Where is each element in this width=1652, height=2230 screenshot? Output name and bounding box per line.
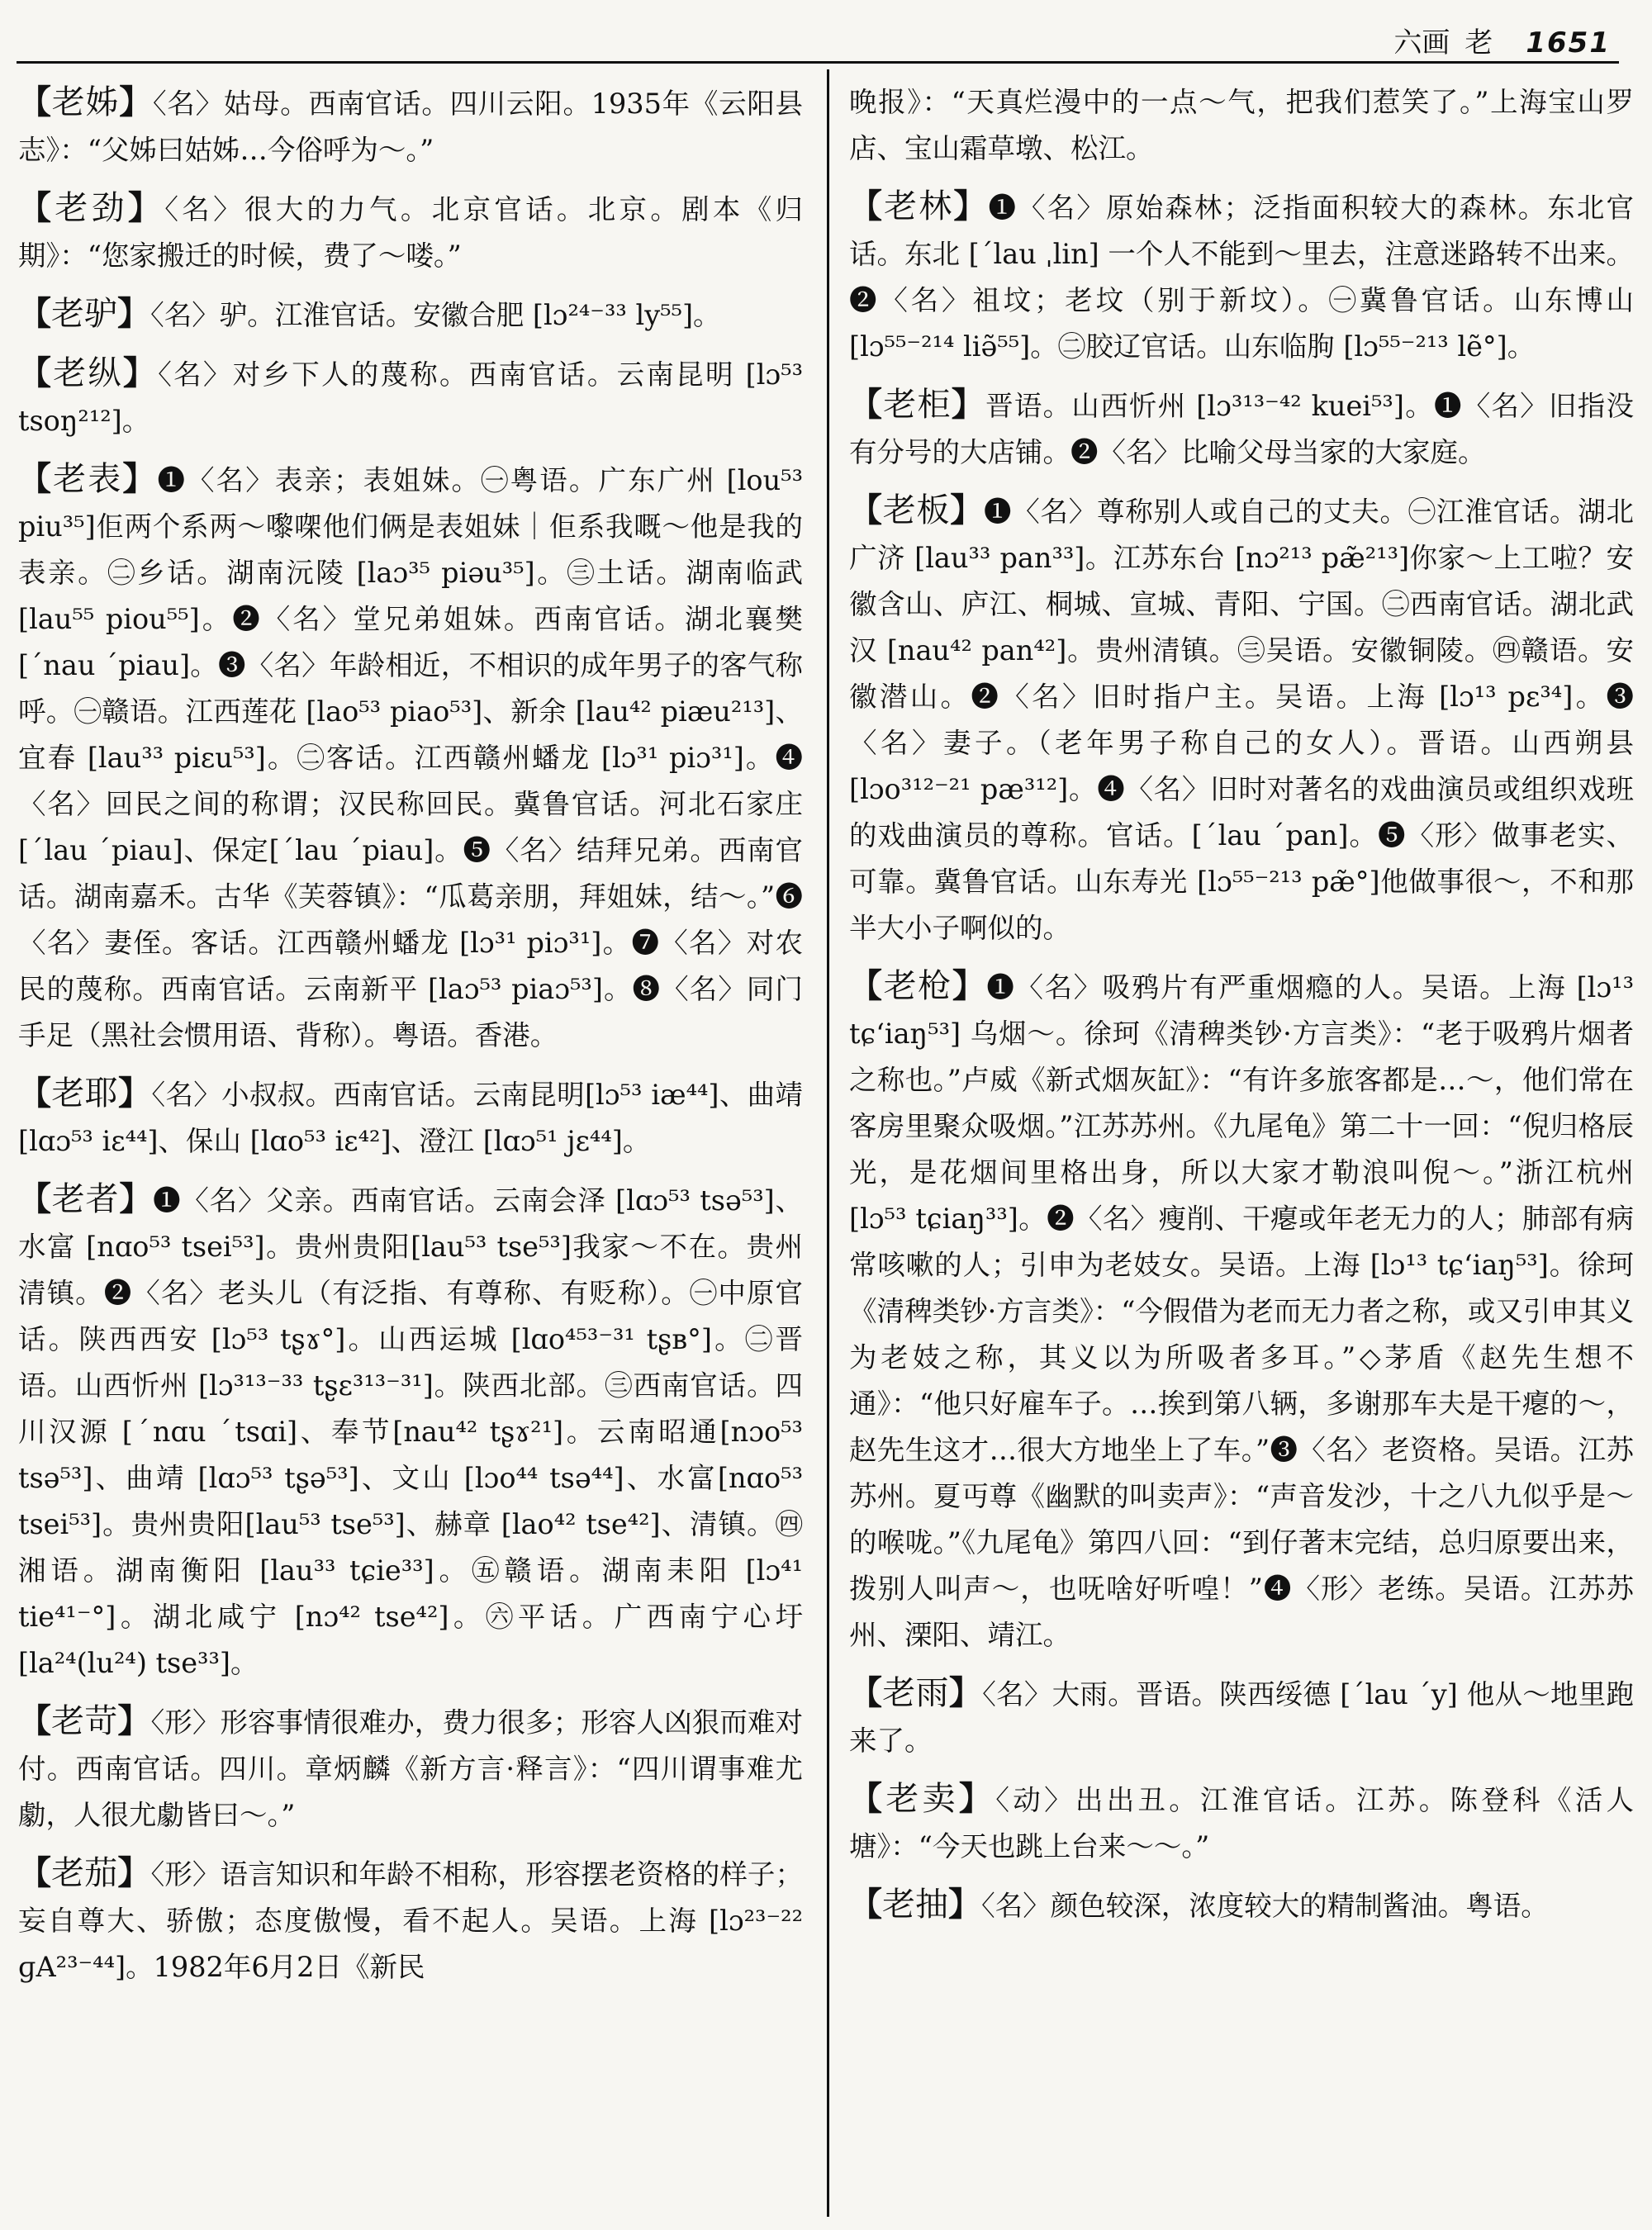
running-head bbox=[1393, 20, 1611, 60]
entry-headword: 【老抽】 bbox=[849, 1885, 981, 1924]
entry-definition: ❶〈名〉父亲。西南官话。云南会泽 [lɑɔ⁵³ tsə⁵³]、水富 [nɑo⁵³ tsei⁵³]。贵州贵阳[lau⁵³ tse⁵³]我家～不在。贵州清镇。❷〈名〉老头儿（有泛指、有尊称、有贬称）。㊀中原官话。陕西西安 [lɔ⁵³ tʂɤ°]。山西运城 [lɑo⁴⁵³⁻³¹ tʂʙ°]。㊁晋语。山西忻州 [lɔ³¹³⁻³³ tʂɛ³¹³⁻³¹]。陕西北部。㊂西南官话。四川汉源 [ˊnɑu ˊtsɑi]、奉节[nau⁴² tʂɤ²¹]。云南昭通[nɔo⁵³ tsə⁵³]、曲靖 [lɑɔ⁵³ tʂə⁵³]、文山 [lɔo⁴⁴ tsə⁴⁴]、水富[nɑo⁵³ tsei⁵³]。贵州贵阳[lau⁵³ tse⁵³]、赫章 [lao⁴² tse⁴²]、清镇。㊃湘语。湖南衡阳 [lau³³ tɕie³³]。㊄赣语。湖南耒阳 [lɔ⁴¹ tie⁴¹⁻°]。湖北咸宁 [nɔ⁴² tse⁴²]。㊅平话。广西南宁心圩 [la²⁴(lu²⁴) tse³³]。 bbox=[18, 1184, 803, 1679]
dictionary-entry bbox=[18, 1176, 803, 1687]
entry-headword: 【老枪】 bbox=[849, 966, 987, 1005]
entry-definition: 〈动〉出出丑。江淮官话。江苏。陈登科《活人塘》：“今天也跳上台来～～。” bbox=[849, 1784, 1635, 1862]
entry-headword: 【老纵】 bbox=[18, 353, 159, 392]
dictionary-entry bbox=[849, 382, 1634, 476]
left-column bbox=[18, 79, 803, 2002]
continued-text: 晚报》：“天真烂漫中的一点～气，把我们惹笑了。”上海宝山罗店、宝山霜草墩、松江。 bbox=[849, 86, 1634, 164]
entry-headword: 【老劲】 bbox=[18, 188, 165, 227]
dictionary-entry bbox=[849, 963, 1634, 1658]
dictionary-entry bbox=[849, 1776, 1634, 1870]
head-character: 老 bbox=[1464, 26, 1493, 59]
entry-headword: 【老卖】 bbox=[849, 1779, 996, 1818]
dictionary-entry bbox=[18, 291, 803, 339]
entry-headword: 【老茄】 bbox=[18, 1853, 151, 1892]
entry-definition: 〈形〉形容事情很难办，费力很多；形容人凶狠而难对付。西南官话。四川。章炳麟《新方言·释言》：“四川谓事难尤勮，人很尤勮皆曰～。” bbox=[18, 1706, 804, 1831]
dictionary-entry bbox=[18, 1070, 803, 1165]
entry-definition: 〈名〉小叔叔。西南官话。云南昆明[lɔ⁵³ iæ⁴⁴]、曲靖 [lɑɔ⁵³ iɛ⁴⁴]、保山 [lɑo⁵³ iɛ⁴²]、澄江 [lɑɔ⁵¹ jɛ⁴⁴]。 bbox=[18, 1079, 804, 1157]
entry-headword: 【老柜】 bbox=[849, 385, 986, 424]
dictionary-entry bbox=[18, 1850, 803, 1990]
entry-definition: ❶〈名〉尊称别人或自己的丈夫。㊀江淮官话。湖北广济 [lau³³ pan³³]。江苏东台 [nɔ²¹³ pæ̃²¹³]你家～上工啦？安徽含山、庐江、桐城、宣城、青阳、宁国。㊁西南官话。湖北武汉 [nau⁴² pan⁴²]。贵州清镇。㊂吴语。安徽铜陵。㊃赣语。安徽潜山。❷〈名〉旧时指户主。吴语。上海 [lɔ¹³ pɛ³⁴]。❸〈名〉妻子。（老年男子称自己的女人）。晋语。山西朔县 [lɔo³¹²⁻²¹ pæ³¹²]。❹〈名〉旧时对著名的戏曲演员或组织戏班的戏曲演员的尊称。官话。[ˊlau ˊpan]。❺〈形〉做事老实、可靠。冀鲁官话。山东寿光 [lɔ⁵⁵⁻²¹³ pæ̃°]他做事很～，不和那半大小子啊似的。 bbox=[849, 496, 1634, 944]
entry-definition: 〈名〉驴。江淮官话。安徽合肥 [lɔ²⁴⁻³³ ly⁵⁵]。 bbox=[150, 299, 721, 331]
entry-definition: 〈名〉姑母。西南官话。四川云阳。1935年《云阳县志》：“父姊曰姑姊…今俗呼为～。” bbox=[18, 88, 804, 166]
dictionary-entry bbox=[18, 1698, 803, 1839]
entry-definition: 〈名〉大雨。晋语。陕西绥德 [ˊlau ˊy] 他从～地里跑来了。 bbox=[849, 1678, 1635, 1757]
entry-definition: 〈形〉语言知识和年龄不相称，形容摆老资格的样子；妄自尊大、骄傲；态度傲慢，看不起人。吴语。上海 [lɔ²³⁻²² ɡA²³⁻⁴⁴]。1982年6月2日《新民 bbox=[18, 1858, 804, 1983]
section-label: 六画 bbox=[1393, 26, 1450, 59]
entry-headword: 【老姊】 bbox=[18, 83, 153, 121]
dictionary-entry bbox=[18, 185, 803, 279]
entry-headword: 【老雨】 bbox=[849, 1673, 983, 1712]
dictionary-entry bbox=[18, 456, 803, 1059]
column-divider bbox=[827, 69, 829, 2217]
entry-headword: 【老苛】 bbox=[18, 1701, 151, 1740]
entry-headword: 【老者】 bbox=[18, 1179, 154, 1218]
entry-definition: ❶〈名〉原始森林；泛指面积较大的森林。东北官话。东北 [ˊlau ˌlin] 一个人不能到～里去，注意迷路转不出来。❷〈名〉祖坟；老坟（别于新坟）。㊀冀鲁官话。山东博山 [lɔ⁵⁵⁻²¹⁴ liə̃⁵⁵]。㊁胶辽官话。山东临朐 [lɔ⁵⁵⁻²¹³ lẽ°]。 bbox=[849, 192, 1635, 363]
entry-definition: ❶〈名〉吸鸦片有严重烟瘾的人。吴语。上海 [lɔ¹³ tɕʻiaŋ⁵³] 乌烟～。徐珂《清稗类钞·方言类》：“老于吸鸦片烟者之称也。”卢威《新式烟灰缸》：“有许多旅客都是…～，他们常在客房里聚众吸烟。”江苏苏州。《九尾龟》第二十一回：“倪归格辰光，是花烟间里格出身，所以大家才勒浪叫倪～。”浙江杭州 [lɔ⁵³ tɕiaŋ³³]。❷〈名〉瘦削、干瘪或年老无力的人；肺部有病常咳嗽的人；引申为老妓女。吴语。上海 [lɔ¹³ tɕʻiaŋ⁵³]。徐珂《清稗类钞·方言类》：“今假借为老而无力者之称，或又引申其义为老妓之称，其义以为所吸者多耳。”◇茅盾《赵先生想不通》：“他只好雇车子。…挨到第八辆，多谢那车夫是干瘪的～，赵先生这才…很大方地坐上了车。”❸〈名〉老资格。吴语。江苏苏州。夏丏尊《幽默的叫卖声》：“声音发沙，十之八九似乎是～的喉咙。”《九尾龟》第四八回：“到仔著末完结，总归原要出来，拨别人叫声～，也呒啥好听喤！”❹〈形〉老练。吴语。江苏苏州、溧阳、靖江。 bbox=[849, 971, 1635, 1651]
page-header bbox=[17, 12, 1619, 64]
dictionary-entry bbox=[849, 183, 1634, 370]
dictionary-entry bbox=[18, 350, 803, 444]
dictionary-entry bbox=[849, 1881, 1634, 1929]
dictionary-entry bbox=[849, 487, 1634, 951]
entry-definition: ❶〈名〉表亲；表姐妹。㊀粤语。广东广州 [lou⁵³ piu³⁵]佢两个系两～嚟㗎他们俩是表姐妹｜佢系我嘅～他是我的表亲。㊁乡话。湖南沅陵 [laɔ³⁵ piəu³⁵]。㊂土话。湖南临武 [lau⁵⁵ piou⁵⁵]。❷〈名〉堂兄弟姐妹。西南官话。湖北襄樊 [ˊnau ˊpiau]。❸〈名〉年龄相近，不相识的成年男子的客气称呼。㊀赣语。江西莲花 [lao⁵³ piao⁵³]、新余 [lau⁴² piæu²¹³]、宜春 [lau³³ piɛu⁵³]。㊁客话。江西赣州蟠龙 [lɔ³¹ piɔ³¹]。❹〈名〉回民之间的称谓；汉民称回民。冀鲁官话。河北石家庄[ˊlau ˊpiau]、保定[ˊlau ˊpiau]。❺〈名〉结拜兄弟。西南官话。湖南嘉禾。古华《芙蓉镇》：“瓜葛亲朋，拜姐妹，结～。”❻〈名〉妻侄。客话。江西赣州蟠龙 [lɔ³¹ piɔ³¹]。❼〈名〉对农民的蔑称。西南官话。云南新平 [laɔ⁵³ piaɔ⁵³]。❽〈名〉同门手足（黑社会惯用语、背称）。粤语。香港。 bbox=[18, 464, 804, 1051]
entry-headword: 【老板】 bbox=[849, 491, 984, 529]
entry-definition: 〈名〉对乡下人的蔑称。西南官话。云南昆明 [lɔ⁵³ tsoŋ²¹²]。 bbox=[18, 358, 804, 437]
entry-definition: 晋语。山西忻州 [lɔ³¹³⁻⁴² kuei⁵³]。❶〈名〉旧指没有分号的大店铺。❷〈名〉比喻父母当家的大家庭。 bbox=[849, 390, 1635, 468]
entry-headword: 【老耶】 bbox=[18, 1074, 152, 1113]
dictionary-entry bbox=[18, 79, 803, 173]
right-column bbox=[849, 79, 1634, 1941]
entry-headword: 【老驴】 bbox=[18, 294, 150, 333]
dictionary-entry bbox=[849, 1670, 1634, 1764]
entry-headword: 【老表】 bbox=[18, 459, 158, 498]
entry-headword: 【老林】 bbox=[849, 187, 989, 225]
entry-definition: 〈名〉很大的力气。北京官话。北京。剧本《归期》：“您家搬迁的时候，费了～喽。” bbox=[18, 193, 804, 272]
entry-definition: 〈名〉颜色较深，浓度较大的精制酱油。粤语。 bbox=[981, 1890, 1549, 1922]
page-number: 1651 bbox=[1526, 26, 1611, 59]
